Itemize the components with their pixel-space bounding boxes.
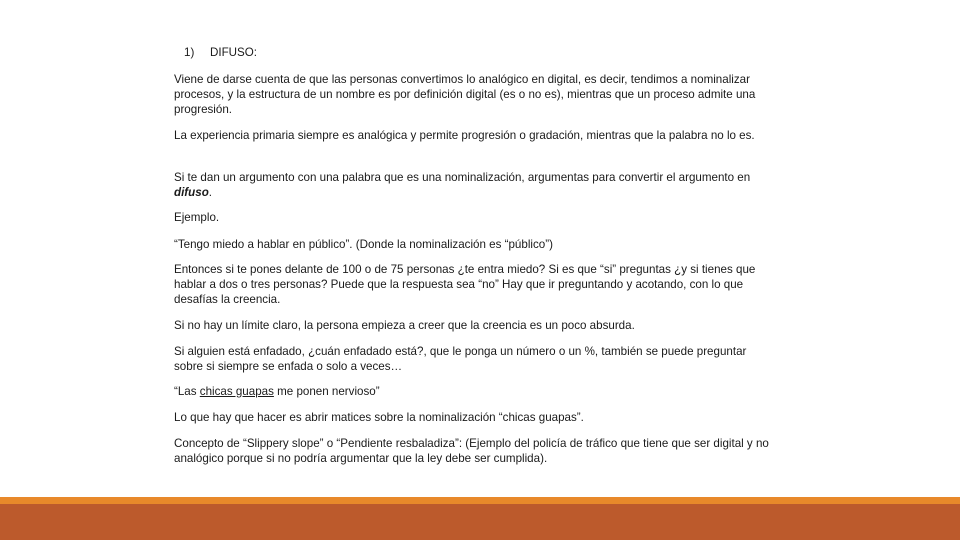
section-heading [184,46,257,59]
paragraph-3-end: . [208,186,213,199]
paragraph-10: Lo que hay que hacer es abrir matices sobre la nominalización “chicas guapas”. [174,411,584,424]
paragraph-1: Viene de darse cuenta de que las personas convertimos lo analógico en digital, es decir, tendimos a nominalizar procesos, y la estructura de un nombre es por definición digital (es o no es), mientras que un proceso admite una progresión. [174,73,756,116]
paragraph-4: Ejemplo. [174,211,220,224]
paragraph-9-rest: me ponen nervioso” [273,385,380,398]
paragraph-11: Concepto de “Slippery slope” o “Pendiente resbaladiza”: (Ejemplo del policía de tráfico que tiene que ser digital y no analógico porque si no podría argumentar que la ley debe ser cumplida). [174,437,769,465]
paragraph-3 [174,170,774,200]
paragraph-6: Entonces si te pones delante de 100 o de 75 personas ¿te entra miedo? Si es que “si” preguntas ¿y si tienes que hablar a dos o tres personas? Puede que la respuesta sea “no” Hay que ir preguntando y acotando, con lo que desafías la creencia. [174,263,756,306]
paragraph-5: “Tengo miedo a hablar en público”. (Donde la nominalización es “público”) [174,238,553,251]
accent-footer-bar [0,504,960,540]
section-title: DIFUSO: [210,46,258,59]
accent-stripe-thin [0,497,960,504]
emphasis-difuso: difuso [174,186,209,199]
underlined-phrase: chicas guapas [199,385,274,398]
paragraph-3-text: Si te dan un argumento con una palabra que es una nominalización, argumentas para convertir el argumento en [174,171,751,184]
paragraph-8: Si alguien está enfadado, ¿cuán enfadado está?, que le ponga un número o un %, también se puede preguntar sobre si siempre se enfada o solo a veces… [174,345,747,373]
paragraph-9 [174,384,774,399]
paragraph-7: Si no hay un límite claro, la persona empieza a creer que la creencia es un poco absurda. [174,319,635,332]
paragraph-2: La experiencia primaria siempre es analógica y permite progresión o gradación, mientras que la palabra no lo es. [174,129,755,142]
section-number: 1) [184,46,195,59]
paragraph-9-open: “Las [174,385,200,398]
